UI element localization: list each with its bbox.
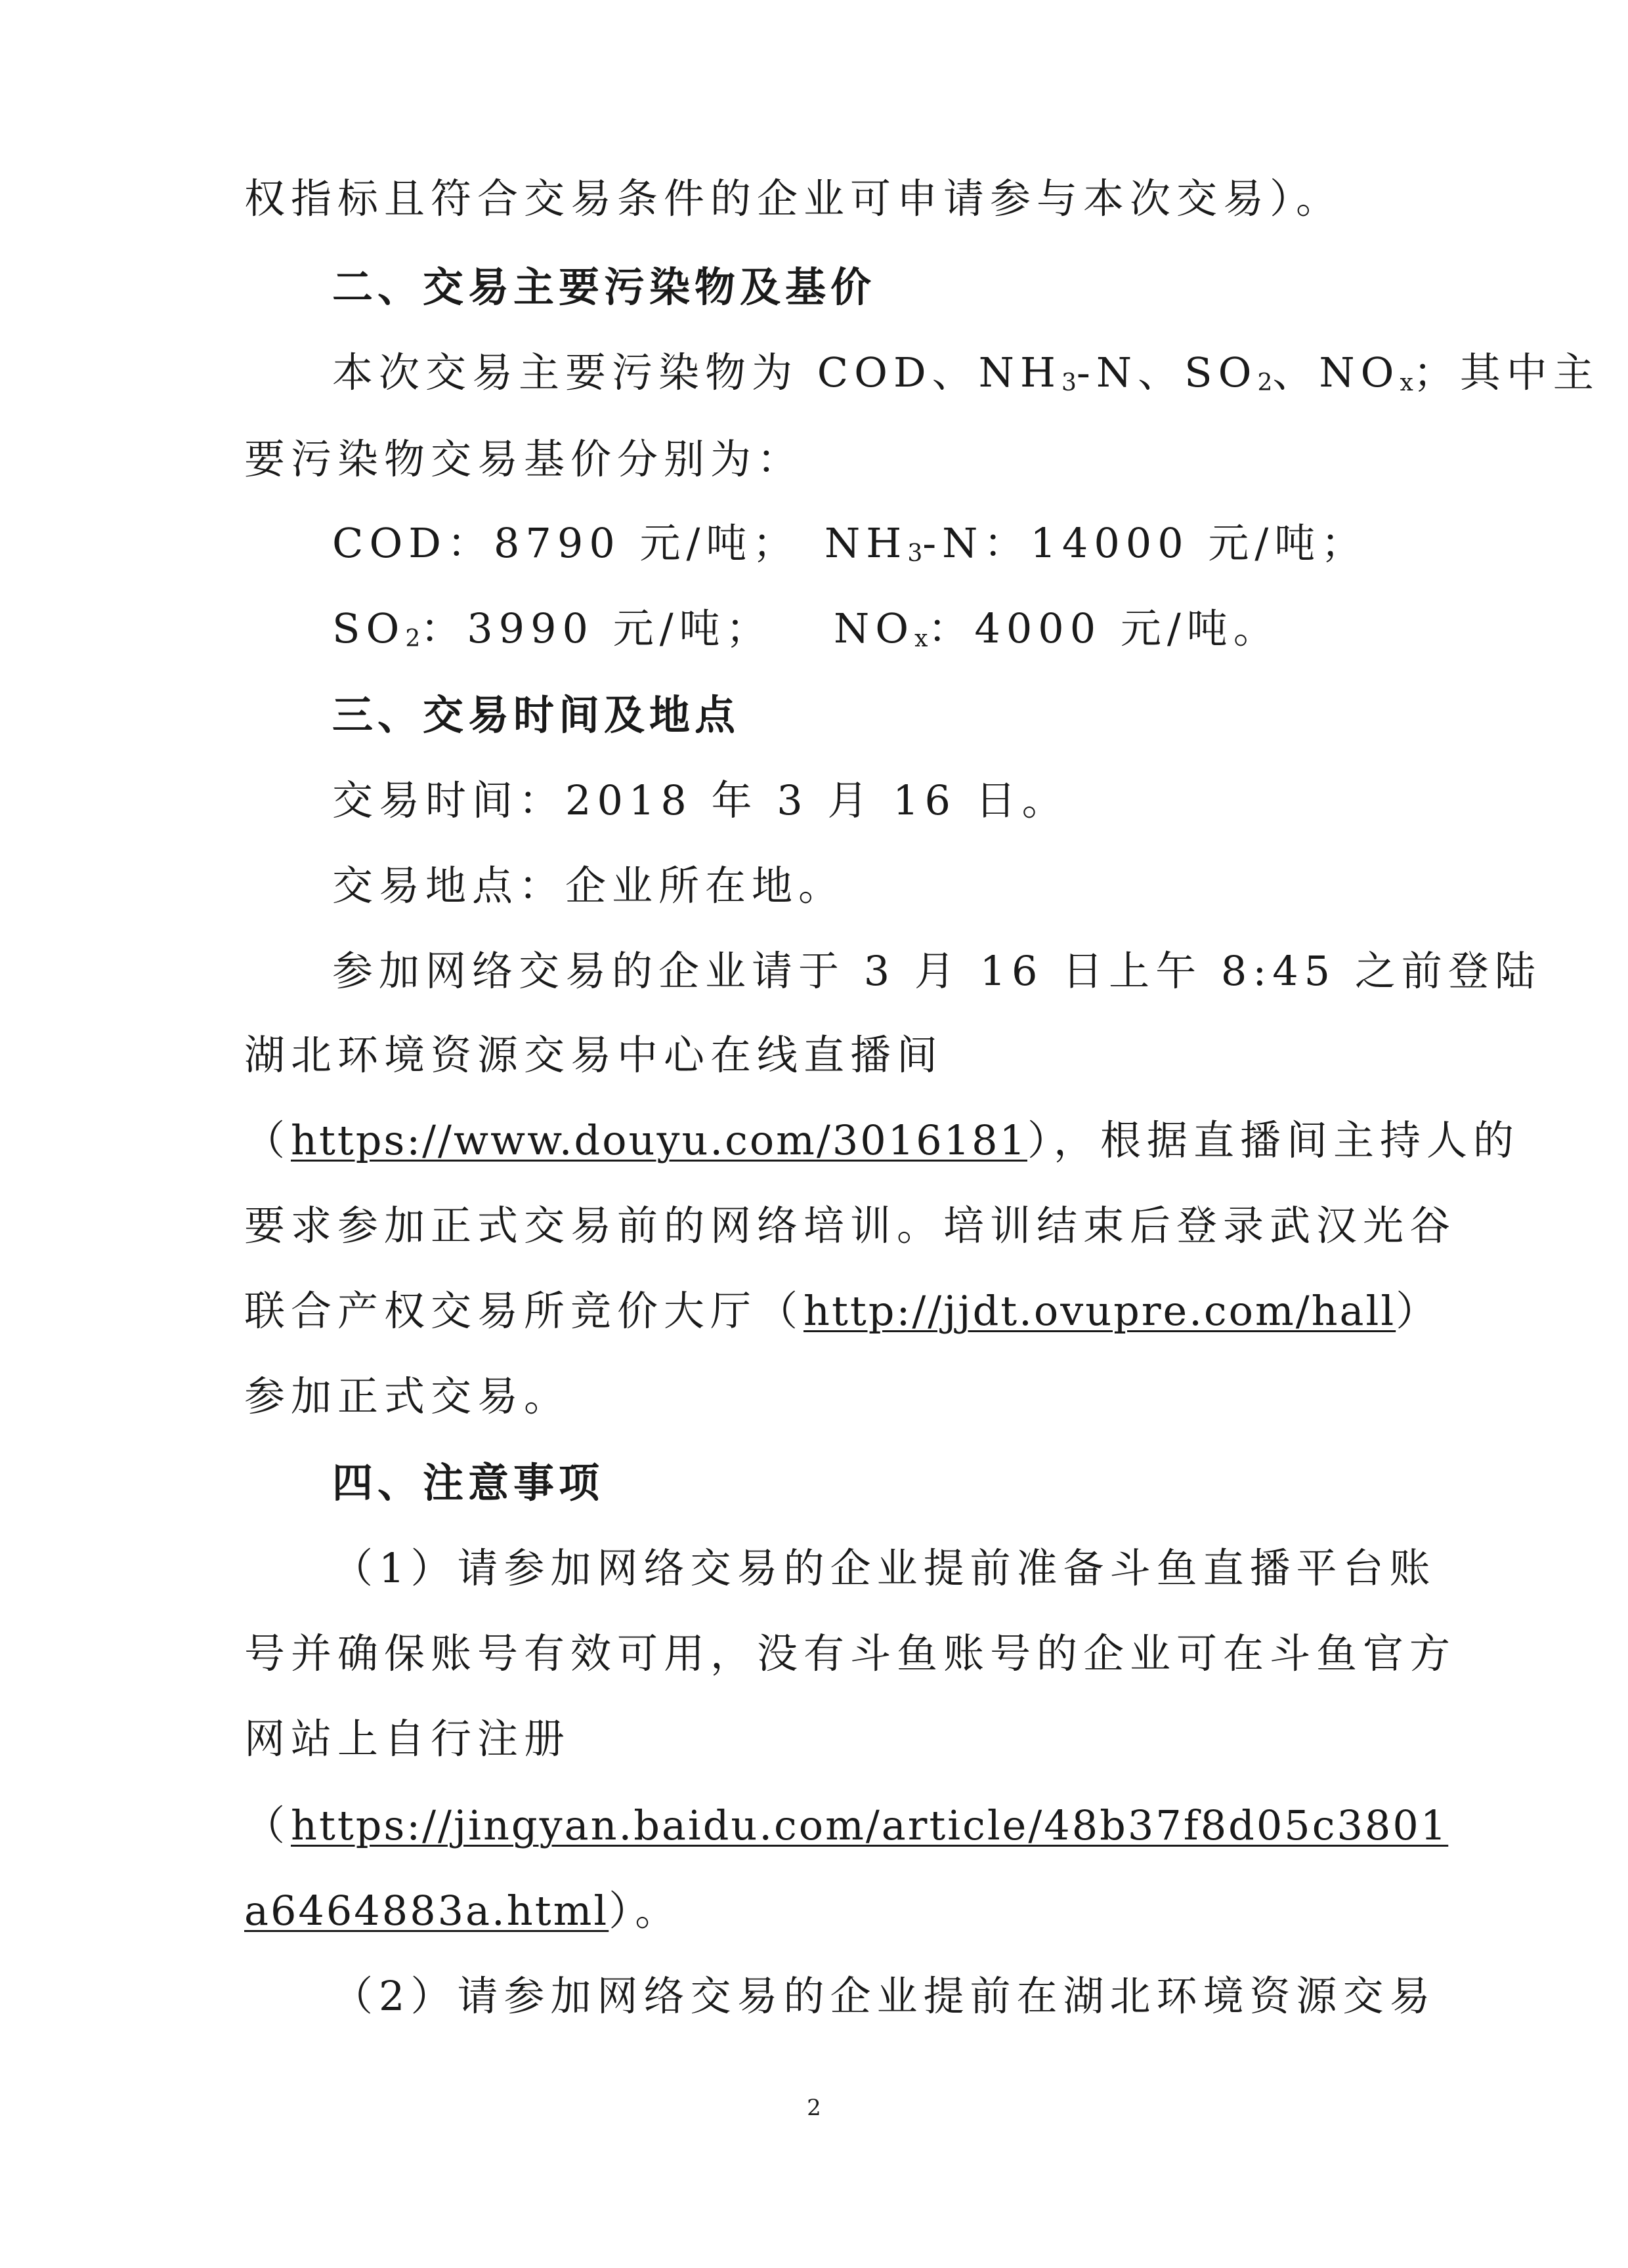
- online-trade-line-1: 参加网络交易的企业请于 3 月 16 日上午 8:45 之前登陆: [332, 947, 1541, 995]
- section-heading-2: 二、交易主要污染物及基价: [332, 263, 876, 311]
- paragraph-continuation: 权指标且符合交易条件的企业可申请参与本次交易）。: [244, 175, 1343, 222]
- pollutants-line-1: 本次交易主要污染物为 COD、$NH_3-N$、$SO_2$、$NO_x$；其中主: [332, 348, 1600, 396]
- page-number: 2: [807, 2095, 821, 2121]
- price-nh3n: $NH_3-N$：14000 元/吨；: [825, 519, 1368, 567]
- registration-guide-link-cont[interactable]: a6464883a.html: [244, 1887, 609, 1935]
- price-so2: $SO_2$：3990 元/吨；: [332, 604, 773, 652]
- online-trade-line-2: 湖北环境资源交易中心在线直播间: [244, 1031, 944, 1079]
- note-1-line-4: （https://jingyan.baidu.com/article/48b37f8d05c3801: [244, 1801, 1449, 1849]
- note-2-line-1: （2）请参加网络交易的企业提前在湖北环境资源交易: [332, 1972, 1436, 2020]
- online-trade-line-4: 要求参加正式交易前的网络培训。培训结束后登录武汉光谷: [244, 1202, 1457, 1250]
- section-heading-4: 四、注意事项: [332, 1459, 605, 1507]
- note-1-line-5: a6464883a.html）。: [244, 1887, 682, 1935]
- registration-guide-link[interactable]: https://jingyan.baidu.com/article/48b37f8d05c3801: [291, 1801, 1449, 1849]
- note-1-line-1: （1）请参加网络交易的企业提前准备斗鱼直播平台账: [332, 1544, 1436, 1592]
- bidding-hall-link[interactable]: http://jjdt.ovupre.com/hall: [803, 1287, 1396, 1335]
- online-trade-line-5: 联合产权交易所竞价大厅（http://jjdt.ovupre.com/hall）: [244, 1287, 1443, 1335]
- note-1-line-2: 号并确保账号有效可用，没有斗鱼账号的企业可在斗鱼官方: [244, 1629, 1457, 1677]
- price-cod: COD：8790 元/吨；: [332, 519, 800, 567]
- pollutants-line-2: 要污染物交易基价分别为：: [244, 435, 804, 483]
- online-trade-line-3: （https://www.douyu.com/3016181），根据直播间主持人的: [244, 1116, 1520, 1164]
- online-trade-line-6: 参加正式交易。: [244, 1372, 571, 1420]
- trade-time: 交易时间：2018 年 3 月 16 日。: [332, 776, 1069, 824]
- trade-place: 交易地点：企业所在地。: [332, 862, 846, 910]
- section-heading-3: 三、交易时间及地点: [332, 691, 740, 739]
- douyu-live-link[interactable]: https://www.douyu.com/3016181: [291, 1116, 1027, 1164]
- note-1-line-3: 网站上自行注册: [244, 1715, 571, 1763]
- price-nox: $NO_x$：4000 元/吨。: [834, 604, 1280, 652]
